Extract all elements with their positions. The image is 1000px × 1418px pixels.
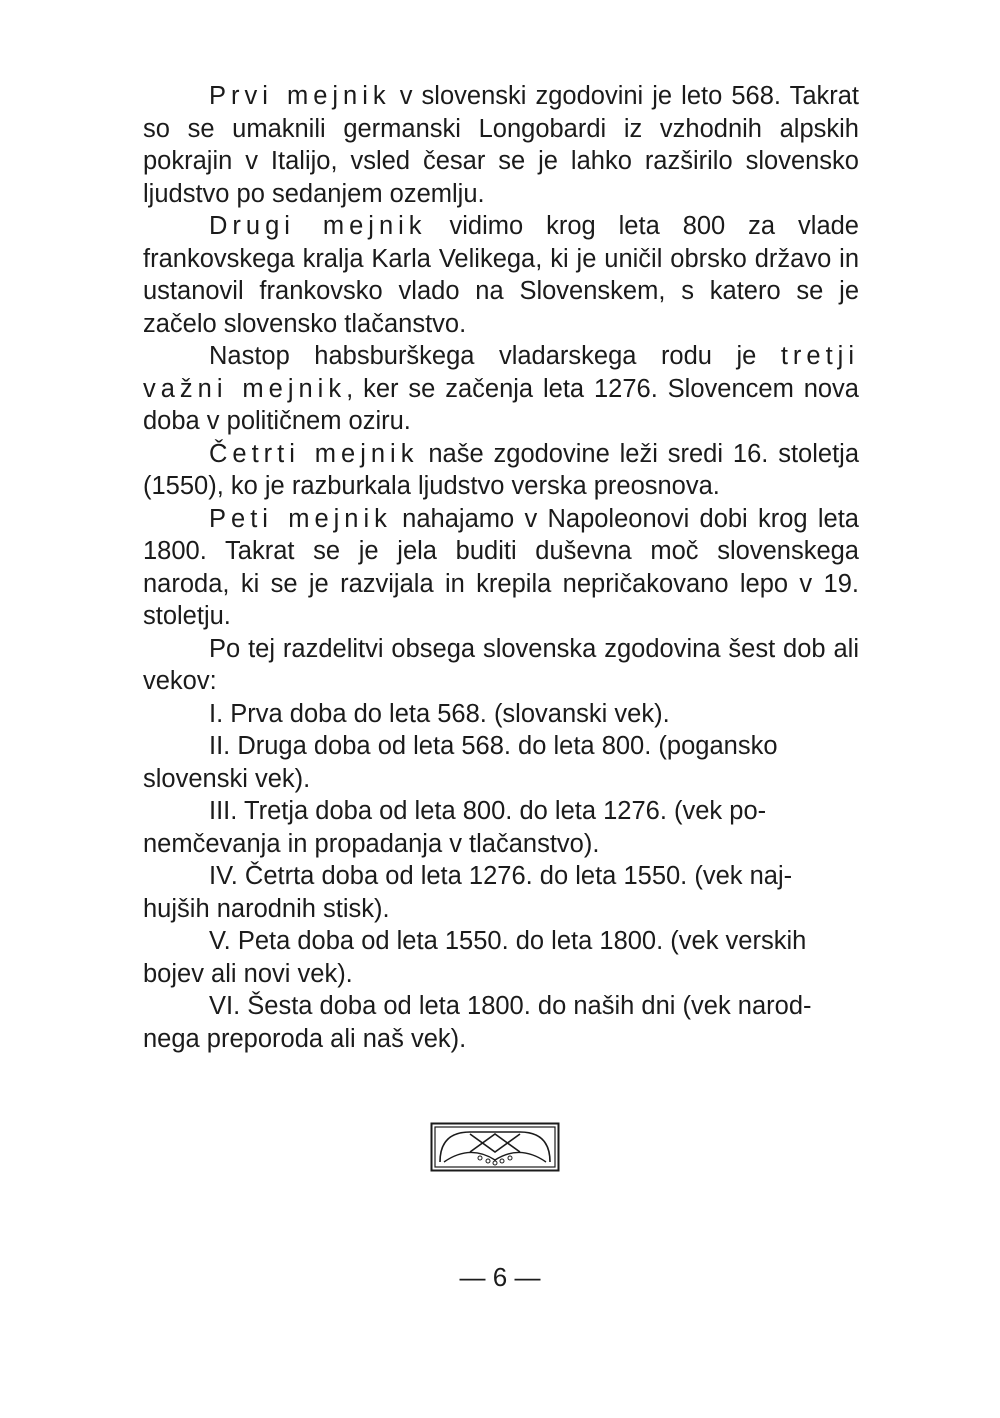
period-continuation: hujših narodnih stisk). bbox=[143, 894, 390, 923]
period-line: V. Peta doba od leta 1550. do leta 1800. (vek verskih bbox=[209, 927, 807, 955]
period-item bbox=[143, 990, 859, 1055]
paragraph-prvi-mejnik bbox=[143, 80, 859, 210]
period-continuation: slovenski vek). bbox=[143, 764, 311, 793]
emphasis-term: Prvi mejnik bbox=[209, 82, 391, 110]
paragraph-razdelitev bbox=[143, 633, 859, 698]
period-line: II. Druga doba od leta 568. do leta 800. (pogansko bbox=[209, 732, 778, 760]
paragraph-text: , ker se začenja leta 1276. Slovencem nova doba v političnem oziru. bbox=[143, 374, 859, 435]
period-continuation: nega preporoda ali naš vek). bbox=[143, 1024, 467, 1053]
period-continuation: bojev ali novi vek). bbox=[143, 959, 353, 988]
ornament-vignette-icon bbox=[430, 1122, 560, 1172]
paragraph-text: Po tej razdelitvi obsega slovenska zgodovina šest dob ali vekov: bbox=[143, 634, 859, 695]
period-line: III. Tretja doba od leta 800. do leta 1276. (vek po- bbox=[209, 797, 767, 825]
paragraph-text: naše zgodovine leži sredi 16. stoletja (1550), ko je razburkala ljudstvo verska preosnova. bbox=[143, 439, 859, 500]
period-item bbox=[143, 730, 859, 795]
paragraph-tretji-mejnik bbox=[143, 340, 859, 438]
period-line: VI. Šesta doba od leta 1800. do naših dni (vek narod- bbox=[209, 992, 812, 1020]
period-item bbox=[143, 795, 859, 860]
emphasis-term: tretji važni mejnik bbox=[143, 342, 859, 403]
paragraph-text: vidimo krog leta 800 za vlade frankovskega kralja Karla Velikega, ki je uničil obrsko državo in ustanovil frankovsko vlado na Slovenskem, s katero se je začelo slovensko tlačanstvo. bbox=[143, 212, 859, 338]
page-number: — 6 — bbox=[459, 1262, 541, 1292]
paragraph-drugi-mejnik bbox=[143, 210, 859, 340]
period-item bbox=[143, 698, 859, 731]
paragraph-cetrti-mejnik bbox=[143, 438, 859, 503]
page-body bbox=[143, 80, 859, 1055]
paragraph-text-pre: Nastop habsburškega vladarskega rodu je bbox=[209, 342, 781, 370]
period-line: IV. Četrta doba od leta 1276. do leta 1550. (vek naj- bbox=[209, 862, 793, 890]
emphasis-term: Peti mejnik bbox=[209, 504, 392, 533]
emphasis-term: Četrti mejnik bbox=[209, 439, 419, 468]
period-line: I. Prva doba do leta 568. (slovanski vek). bbox=[209, 699, 670, 728]
emphasis-term: Drugi mejnik bbox=[209, 212, 427, 240]
paragraph-peti-mejnik bbox=[143, 503, 859, 633]
paragraph-text: v slovenski zgodovini je leto 568. Takrat so se umaknili germanski Longobardi iz vzhodnih alpskih pokrajin v Italijo, vsled česar se je lahko razširilo slovensko ljudstvo po sedanjem ozemlju. bbox=[143, 82, 860, 208]
paragraph-text: nahajamo v Napoleonovi dobi krog leta 1800. Takrat se je jela buditi duševna moč slovenskega naroda, ki se je razvijala in krepila nepričakovano lepo v 19. stoletju. bbox=[143, 504, 859, 630]
period-item bbox=[143, 860, 859, 925]
period-item bbox=[143, 925, 859, 990]
period-continuation: nemčevanja in propadanja v tlačanstvo). bbox=[143, 829, 600, 858]
